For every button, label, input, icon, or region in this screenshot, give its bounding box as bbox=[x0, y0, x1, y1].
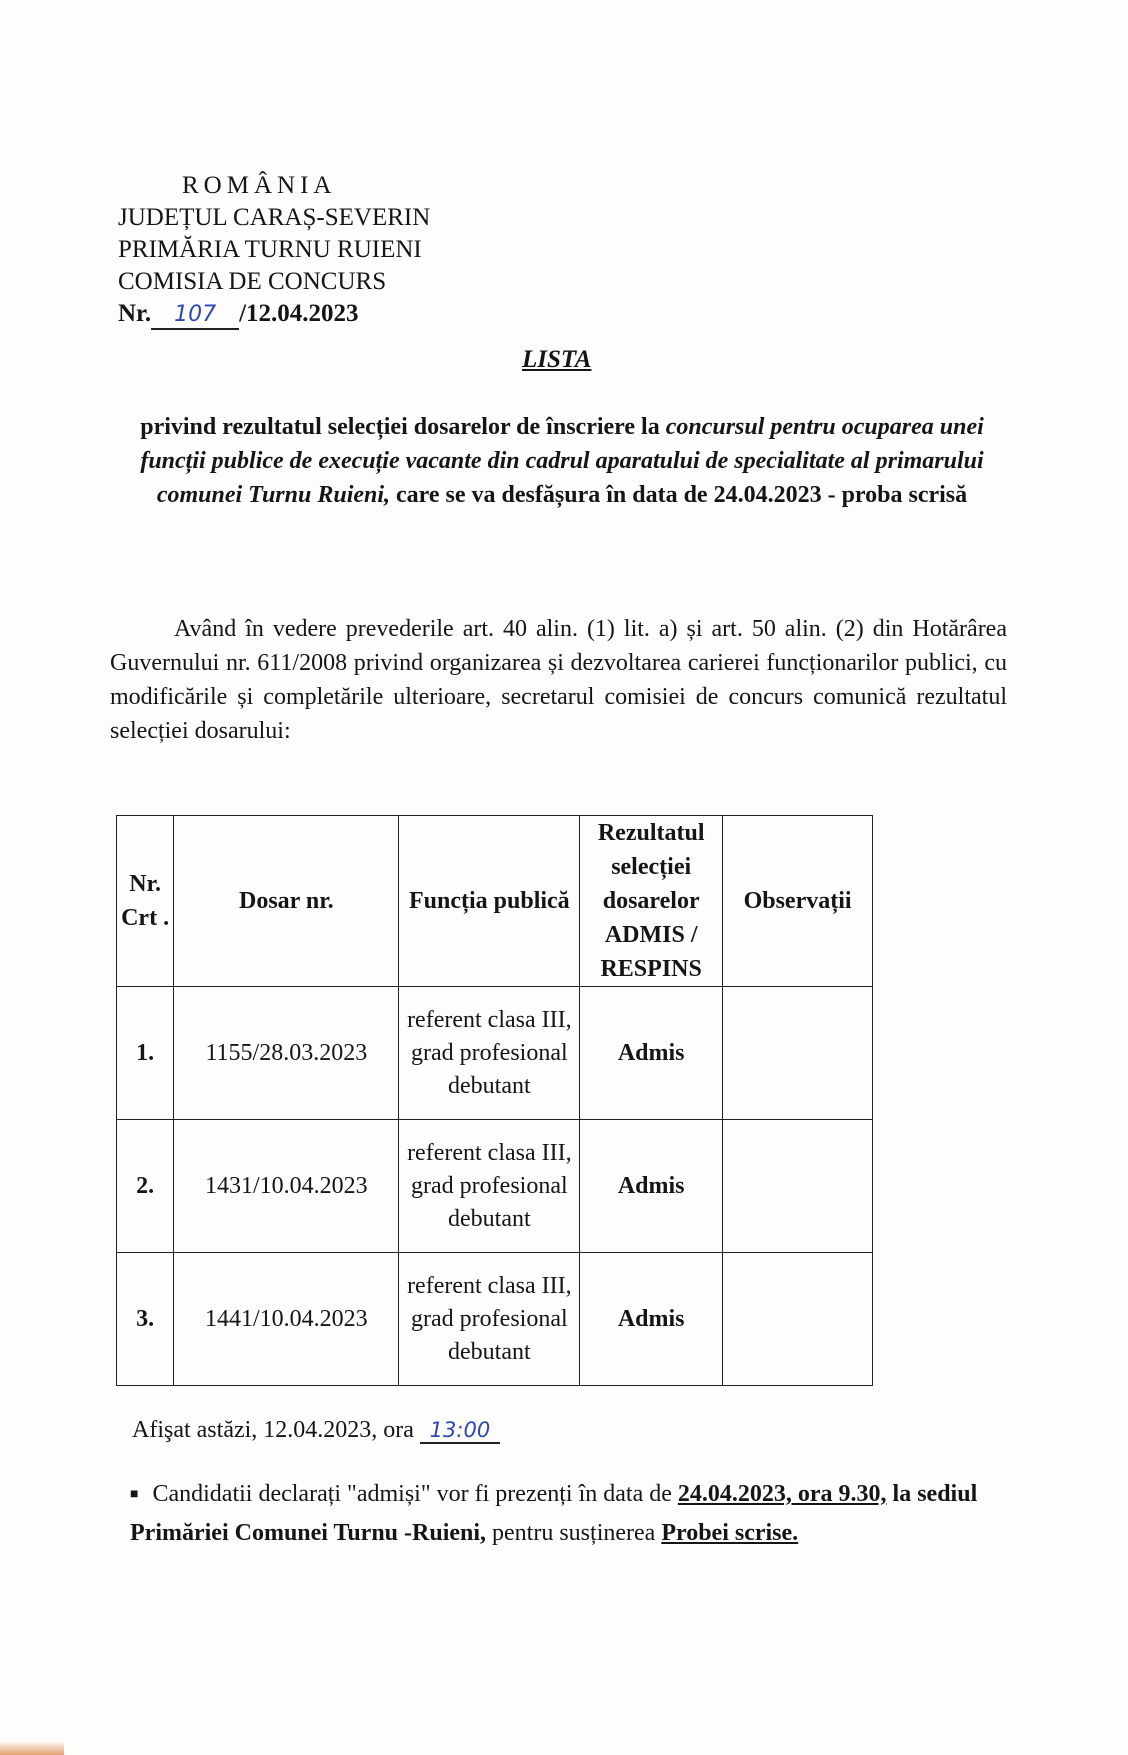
cell-rezultat: Admis bbox=[580, 1253, 723, 1386]
handwritten-number: 107 bbox=[151, 302, 239, 330]
cell-dosar: 1441/10.04.2023 bbox=[174, 1253, 399, 1386]
note-part-2: pentru susținerea bbox=[492, 1520, 656, 1547]
note-location: la sediul Primăriei Comunei Turnu -Ruieni, bbox=[130, 1481, 978, 1547]
header-functia: Funcția publică bbox=[399, 816, 580, 987]
cell-nr: 3. bbox=[117, 1253, 174, 1386]
cell-functia: referent clasa III, grad profesional debutant bbox=[399, 987, 580, 1120]
cell-observatii bbox=[723, 987, 873, 1120]
cell-observatii bbox=[723, 1253, 873, 1386]
note-date-time: 24.04.2023, ora 9.30, bbox=[677, 1481, 887, 1507]
townhall-line: PRIMĂRIA TURNU RUIENI bbox=[118, 236, 422, 263]
legal-paragraph: Având în vedere prevederile art. 40 alin. (1) lit. a) și art. 50 alin. (2) din Hotărârea Guvernului nr. 611/2008 privind organizarea și dezvoltarea carierei funcționarilor publici, cu modificările și completările ulterioare, secretarul comisiei de concurs comunică rezultatul selecției dosarului: bbox=[110, 616, 1007, 744]
cell-dosar: 1155/28.03.2023 bbox=[174, 987, 399, 1120]
table-header-row bbox=[117, 816, 873, 987]
county-line: JUDEȚUL CARAȘ-SEVERIN bbox=[118, 204, 431, 231]
note-part-1: Candidatii declarați "admiși" vor fi prezenți în data de bbox=[152, 1481, 672, 1507]
subject-part-3: care se va desfășura în data de 24.04.2023 - proba scrisă bbox=[396, 482, 968, 508]
header-dosar: Dosar nr. bbox=[174, 816, 399, 987]
document-title: LISTA bbox=[522, 346, 592, 373]
table-row bbox=[117, 1253, 873, 1386]
cell-nr: 1. bbox=[117, 987, 174, 1120]
posted-text: Afişat astăzi, 12.04.2023, ora bbox=[132, 1417, 414, 1443]
subject-part-1: privind rezultatul selecției dosarelor de înscriere la bbox=[140, 414, 660, 440]
document-header bbox=[118, 170, 430, 330]
cell-nr: 2. bbox=[117, 1120, 174, 1253]
posted-line bbox=[132, 1417, 500, 1444]
candidates-note bbox=[130, 1475, 1010, 1552]
cell-functia: referent clasa III, grad profesional debutant bbox=[399, 1253, 580, 1386]
cell-functia: referent clasa III, grad profesional debutant bbox=[399, 1120, 580, 1253]
subject-part-2: concursul pentru ocuparea unei funcții publice de execuție vacante din cadrul aparatului de specialitate al primarului comunei Turnu Ruieni, bbox=[140, 414, 984, 508]
nr-date: /12.04.2023 bbox=[239, 300, 359, 327]
note-probe: Probei scrise. bbox=[661, 1520, 799, 1547]
square-bullet-icon: ■ bbox=[130, 1487, 139, 1503]
header-rezultat: Rezultatul selecției dosarelor ADMIS / RESPINS bbox=[580, 816, 723, 987]
cell-dosar: 1431/10.04.2023 bbox=[174, 1120, 399, 1253]
cell-rezultat: Admis bbox=[580, 987, 723, 1120]
table-row bbox=[117, 1120, 873, 1253]
nr-prefix: Nr. bbox=[118, 300, 152, 327]
results-table bbox=[116, 815, 873, 1386]
commission-line: COMISIA DE CONCURS bbox=[118, 268, 387, 295]
scan-edge-mark bbox=[0, 1741, 64, 1755]
registration-number bbox=[118, 298, 430, 330]
header-nr: Nr. Crt . bbox=[117, 816, 174, 987]
handwritten-time: 13:00 bbox=[420, 1418, 500, 1444]
table-row bbox=[117, 987, 873, 1120]
document-subject bbox=[112, 410, 1012, 512]
cell-observatii bbox=[723, 1120, 873, 1253]
country-line: ROMÂNIA bbox=[182, 172, 337, 199]
cell-rezultat: Admis bbox=[580, 1120, 723, 1253]
header-observatii: Observații bbox=[723, 816, 873, 987]
